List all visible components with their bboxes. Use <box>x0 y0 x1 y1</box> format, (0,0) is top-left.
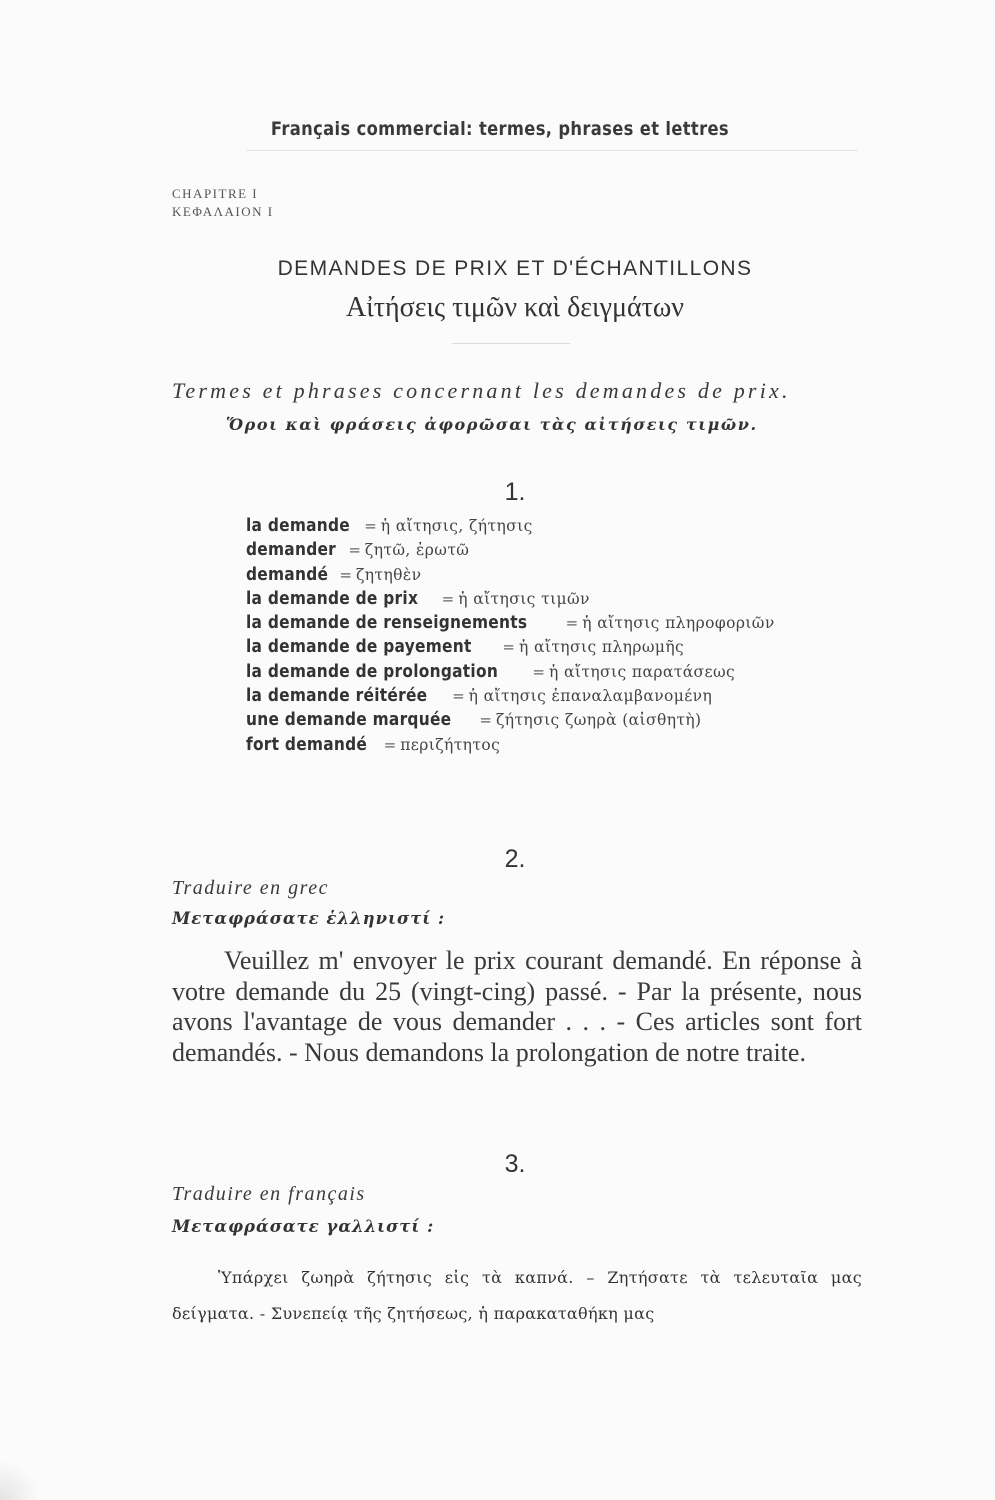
vocab-entry <box>246 611 886 635</box>
instruction-fr-2: Traduire en grec <box>172 877 329 899</box>
vocab-term: la demande de renseignements <box>246 613 528 634</box>
vocab-entry <box>246 563 886 587</box>
vocab-term: une demande marquée <box>246 710 452 731</box>
vocab-entry <box>246 587 886 611</box>
vocab-gloss: ἡ αἴτησις παρατάσεως <box>549 662 736 681</box>
header-divider <box>246 150 858 151</box>
chapter-title-gr: Αἰτήσεις τιμῶν καὶ δειγμάτων <box>346 292 684 323</box>
vocab-term: la demande de prix <box>246 588 419 609</box>
equals-sign: = <box>383 735 397 754</box>
vocab-entry <box>246 708 886 732</box>
equals-sign: = <box>565 614 579 633</box>
vocab-gloss: ἡ αἴτησις, ζήτησις <box>380 517 533 535</box>
vocab-gloss: ζητηθὲν <box>355 565 422 584</box>
vocab-gloss: ἡ αἴτησις πληρωμῆς <box>518 638 685 657</box>
equals-sign: = <box>441 589 455 608</box>
exercise-text-gr: Ὑπάρχει ζωηρὰ ζήτησις εἰς τὰ καπνά. – Ζητήσατε τὰ τελευταῖα μας δείγματα. - Συνεπείᾳ τῆς ζητήσεως, ἡ παρακαταθήκη μας <box>172 1268 862 1323</box>
title-divider <box>452 343 570 344</box>
vocab-gloss: ἡ αἴτησις τιμῶν <box>458 589 590 608</box>
vocab-term: la demande de prolongation <box>246 661 499 682</box>
vocab-gloss: περιζήτητος <box>400 735 501 754</box>
instruction-gr-3: Μεταφράσατε γαλλιστί : <box>172 1217 435 1236</box>
subtitle-fr: Termes et phrases concernant les demandes de prix. <box>172 378 791 403</box>
instruction-fr-3: Traduire en français <box>172 1183 366 1205</box>
vocab-term: demander <box>246 540 337 561</box>
equals-sign: = <box>339 565 352 584</box>
vocab-entry <box>246 538 886 562</box>
vocab-entry <box>246 660 886 684</box>
vocab-gloss: ἡ αἴτησις πληροφοριῶν <box>582 614 775 633</box>
equals-sign: = <box>502 638 515 657</box>
section-number-3: 3. <box>504 1150 526 1178</box>
chapter-label-gr: ΚΕΦΑΛΑΙΟΝ I <box>172 204 274 219</box>
equals-sign: = <box>452 687 465 706</box>
section-number-2: 2. <box>504 845 526 873</box>
vocabulary-list <box>246 514 886 757</box>
vocab-entry <box>246 635 886 659</box>
instruction-gr-2: Μεταφράσατε ἑλληνιστί : <box>172 909 446 928</box>
vocab-term: la demande <box>246 516 351 536</box>
chapter-label-fr: CHAPITRE I <box>172 186 259 201</box>
equals-sign: = <box>364 517 377 535</box>
vocab-gloss: ζητῶ, ἐρωτῶ <box>364 541 470 560</box>
page-corner-shadow <box>0 1460 40 1500</box>
equals-sign: = <box>348 541 361 560</box>
equals-sign: = <box>532 662 545 681</box>
vocab-term: fort demandé <box>246 734 368 755</box>
vocab-entry <box>246 514 886 538</box>
vocab-entry <box>246 684 886 708</box>
vocab-entry <box>246 733 886 757</box>
chapter-title-fr: DEMANDES DE PRIX ET D'ÉCHANTILLONS <box>277 257 753 280</box>
vocab-term: la demande de payement <box>246 637 472 658</box>
section-number-1: 1. <box>504 478 526 506</box>
exercise-text-fr: Veuillez m' envoyer le prix courant demandé. En réponse à votre demande du 25 (vingt-cing) passé. - Par la présente, nous avons l'avantage de vous demander . . . - Ces articles sont fort demandés. - Nous demandons la prolongation de notre traite. <box>172 946 862 1067</box>
running-head: Français commercial: termes, phrases et lettres <box>270 118 729 140</box>
subtitle-gr: Ὅροι καὶ φράσεις ἀφορῶσαι τὰς αἰτήσεις τιμῶν. <box>226 415 758 434</box>
vocab-gloss: ἡ αἴτησις ἐπαναλαμβανομένη <box>468 687 713 706</box>
vocab-gloss: ζήτησις ζωηρὰ (αἰσθητὴ) <box>495 711 702 730</box>
vocab-term: la demande réitérée <box>246 686 428 707</box>
equals-sign: = <box>479 711 492 730</box>
vocab-term: demandé <box>246 564 329 585</box>
